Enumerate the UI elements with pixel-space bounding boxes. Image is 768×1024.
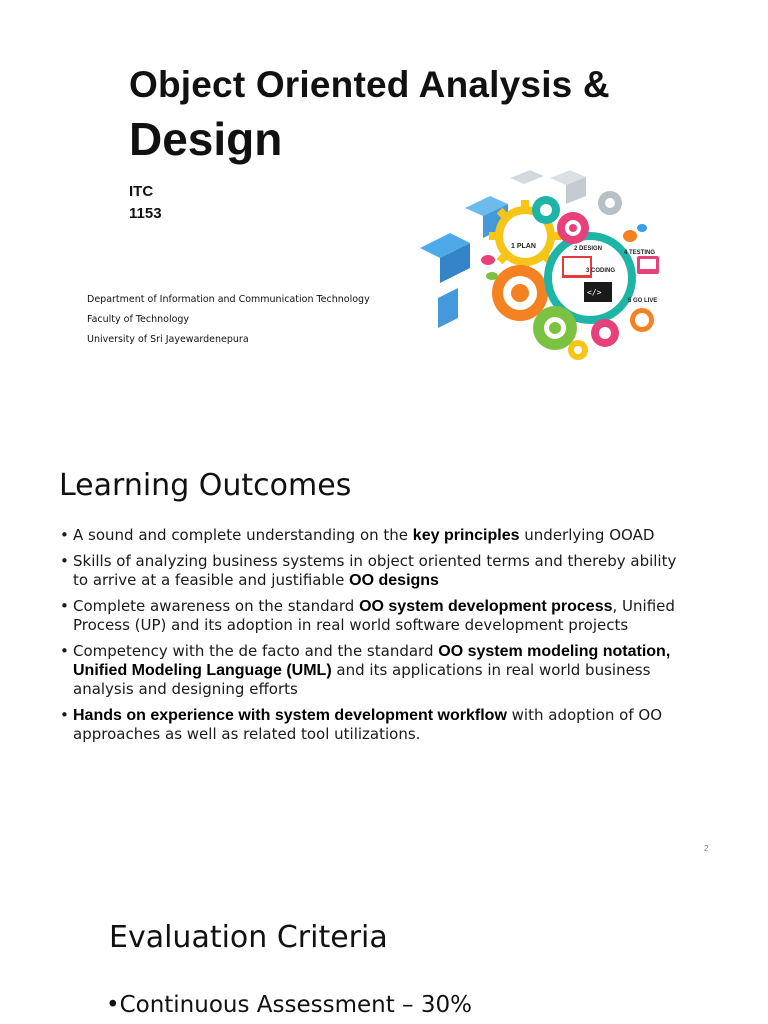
list-item: • Competency with the de facto and the standard OO system modeling notation, Unified Modeling Language (UML) and its applications in real world business analysis and designing efforts — [60, 642, 690, 699]
svg-text:4 TESTING: 4 TESTING — [624, 250, 656, 256]
assessment-item: •Continuous Assessment – 30% — [106, 992, 472, 1018]
course-code — [129, 181, 162, 225]
gear-small-green — [533, 306, 577, 350]
list-item: • Hands on experience with system development workflow with adoption of OO approaches as well as related tool utilizations. — [60, 706, 690, 744]
gear-small-teal — [532, 196, 560, 224]
slide-title: Learning Outcomes — [59, 468, 352, 503]
title-slide — [0, 0, 768, 440]
go-live-badge — [628, 298, 657, 332]
gear-small-yellow — [568, 340, 588, 360]
learning-outcomes-slide — [0, 448, 768, 868]
slide-title: Evaluation Criteria — [109, 920, 388, 955]
svg-text:</>: </> — [587, 288, 602, 297]
outcomes-list — [60, 526, 690, 751]
faculty-name: Faculty of Technology — [87, 314, 190, 325]
university-name: University of Sri Jayewardenepura — [87, 334, 249, 345]
gear-small-pink — [557, 212, 589, 244]
svg-text:1 PLAN: 1 PLAN — [511, 243, 536, 250]
gear-small-grey — [598, 191, 622, 215]
svg-text:3 CODING: 3 CODING — [586, 268, 616, 274]
affiliation — [87, 290, 370, 350]
svg-text:5 GO LIVE: 5 GO LIVE — [628, 298, 658, 304]
department-name: Department of Information and Communication Technology — [87, 294, 370, 305]
sdlc-gears-illustration — [410, 168, 680, 368]
list-item: • Skills of analyzing business systems in object oriented terms and thereby ability to arrive at a feasible and justifiable OO designs — [60, 552, 690, 590]
gear-small-pink2 — [591, 319, 619, 347]
slide-title-line2: Design — [129, 113, 283, 165]
course-code-number: 1153 — [129, 205, 162, 222]
svg-text:2 DESIGN: 2 DESIGN — [574, 246, 603, 252]
slide-title-line1: Object Oriented Analysis & — [129, 64, 610, 105]
evaluation-slide — [0, 876, 768, 1024]
list-item: • A sound and complete understanding on the key principles underlying OOAD — [60, 526, 690, 545]
list-item: • Complete awareness on the standard OO system development process, Unified Process (UP) and its adoption in real world software development projects — [60, 597, 690, 635]
page-number: 2 — [704, 844, 709, 853]
course-code-prefix: ITC — [129, 183, 154, 200]
